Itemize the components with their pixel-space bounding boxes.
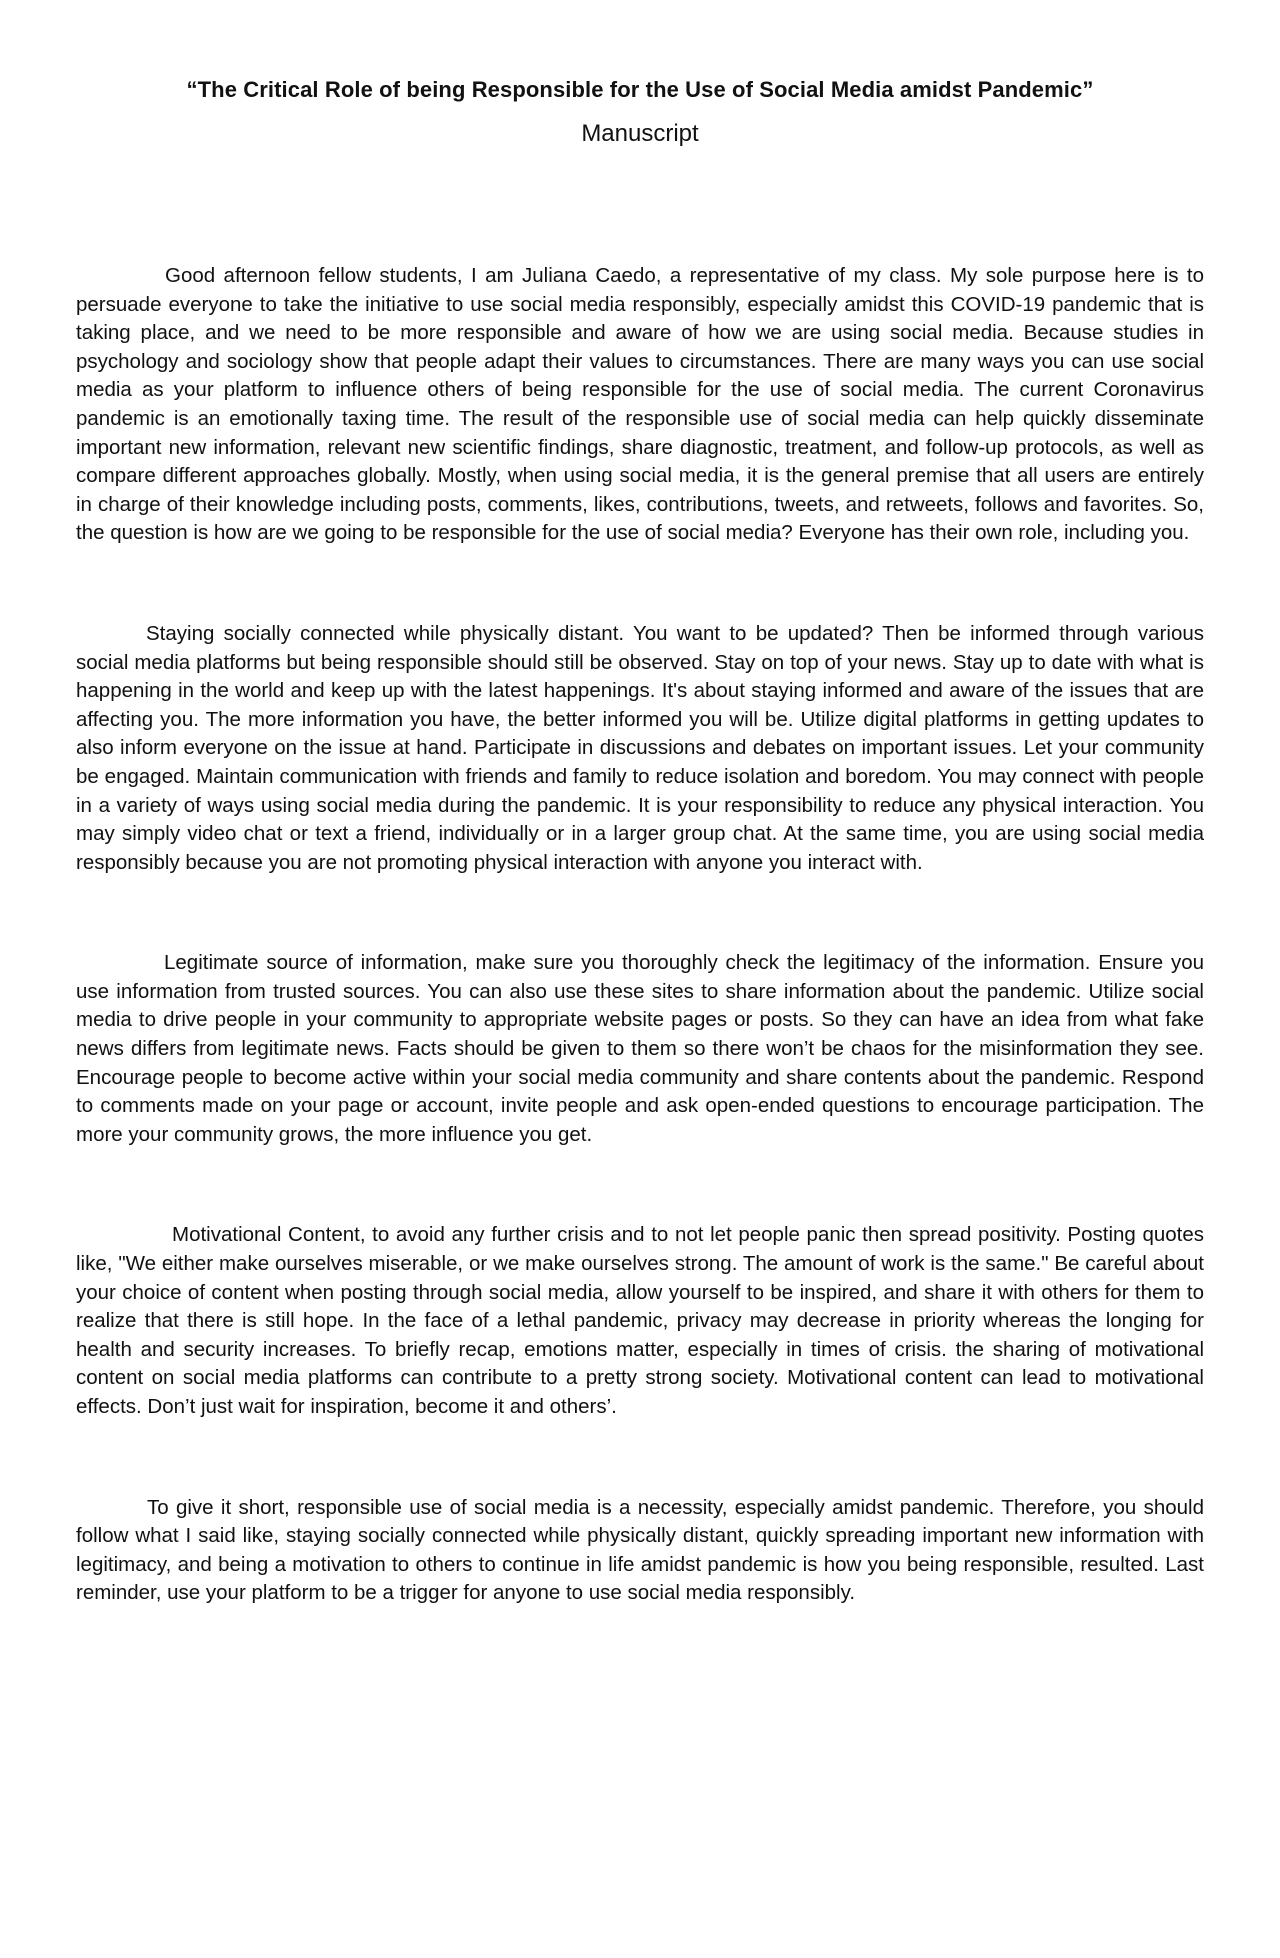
document-body	[76, 262, 1204, 1608]
paragraph-legitimate-source: Legitimate source of information, make sure you thoroughly check the legitimacy of the information. Ensure you use information from trusted sources. You can also use these sites to share information about the pandemic. Utilize social media to drive people in your community to appropriate website pages or posts. So they can have an idea from what fake news differs from legitimate news. Facts should be given to them so there won’t be chaos for the misinformation they see. Encourage people to become active within your social media community and share contents about the pandemic. Respond to comments made on your page or account, invite people and ask open-ended questions to encourage participation. The more your community grows, the more influence you get.	[76, 951, 1204, 1146]
paragraph-stay-connected: Staying socially connected while physically distant. You want to be updated? Then be informed through various social media platforms but being responsible should still be observed. Stay on top of your news. Stay up to date with what is happening in the world and keep up with the latest happenings. It's about staying informed and aware of the issues that are affecting you. The more information you have, the better informed you will be. Utilize digital platforms in getting updates to also inform everyone on the issue at hand. Participate in discussions and debates on important issues. Let your community be engaged. Maintain communication with friends and family to reduce isolation and boredom. You may connect with people in a variety of ways using social media during the pandemic. It is your responsibility to reduce any physical interaction. You may simply video chat or text a friend, individually or in a larger group chat. At the same time, you are using social media responsibly because you are not promoting physical interaction with anyone you interact with.	[76, 621, 1204, 874]
paragraph-motivational-content: Motivational Content, to avoid any further crisis and to not let people panic then spread positivity. Posting quotes like, "We either make ourselves miserable, or we make ourselves strong. The amount of work is the same." Be careful about your choice of content when posting through social media, allow yourself to be inspired, and share it with others for them to realize that there is still hope. In the face of a lethal pandemic, privacy may decrease in priority whereas the longing for health and security increases. To briefly recap, emotions matter, especially in times of crisis. the sharing of motivational content on social media platforms can contribute to a pretty strong society. Motivational content can lead to motivational effects. Don’t just wait for inspiration, become it and others’.	[76, 1223, 1204, 1418]
paragraph-conclusion: To give it short, responsible use of social media is a necessity, especially amidst pandemic. Therefore, you should follow what I said like, staying socially connected while physically distant, quickly spreading important new information with legitimacy, and being a motivation to others to continue in life amidst pandemic is how you being responsible, resulted. Last reminder, use your platform to be a trigger for anyone to use social media responsibly.	[76, 1495, 1204, 1605]
paragraph-intro: Good afternoon fellow students, I am Juliana Caedo, a representative of my class. My sole purpose here is to persuade everyone to take the initiative to use social media responsibly, especially amidst this COVID-19 pandemic that is taking place, and we need to be more responsible and aware of how we are using social media. Because studies in psychology and sociology show that people adapt their values to circumstances. There are many ways you can use social media as your platform to influence others of being responsible for the use of social media. The current Coronavirus pandemic is an emotionally taxing time. The result of the responsible use of social media can help quickly disseminate important new information, relevant new scientific findings, share diagnostic, treatment, and follow-up protocols, as well as compare different approaches globally. Mostly, when using social media, it is the general premise that all users are entirely in charge of their knowledge including posts, comments, likes, contributions, tweets, and retweets, follows and favorites. So, the question is how are we going to be responsible for the use of social media? Everyone has their own role, including you.	[76, 264, 1204, 545]
document-subtitle: Manuscript	[581, 120, 699, 147]
document-title: “The Critical Role of being Responsible for the Use of Social Media amidst Pandemic”	[186, 77, 1094, 102]
